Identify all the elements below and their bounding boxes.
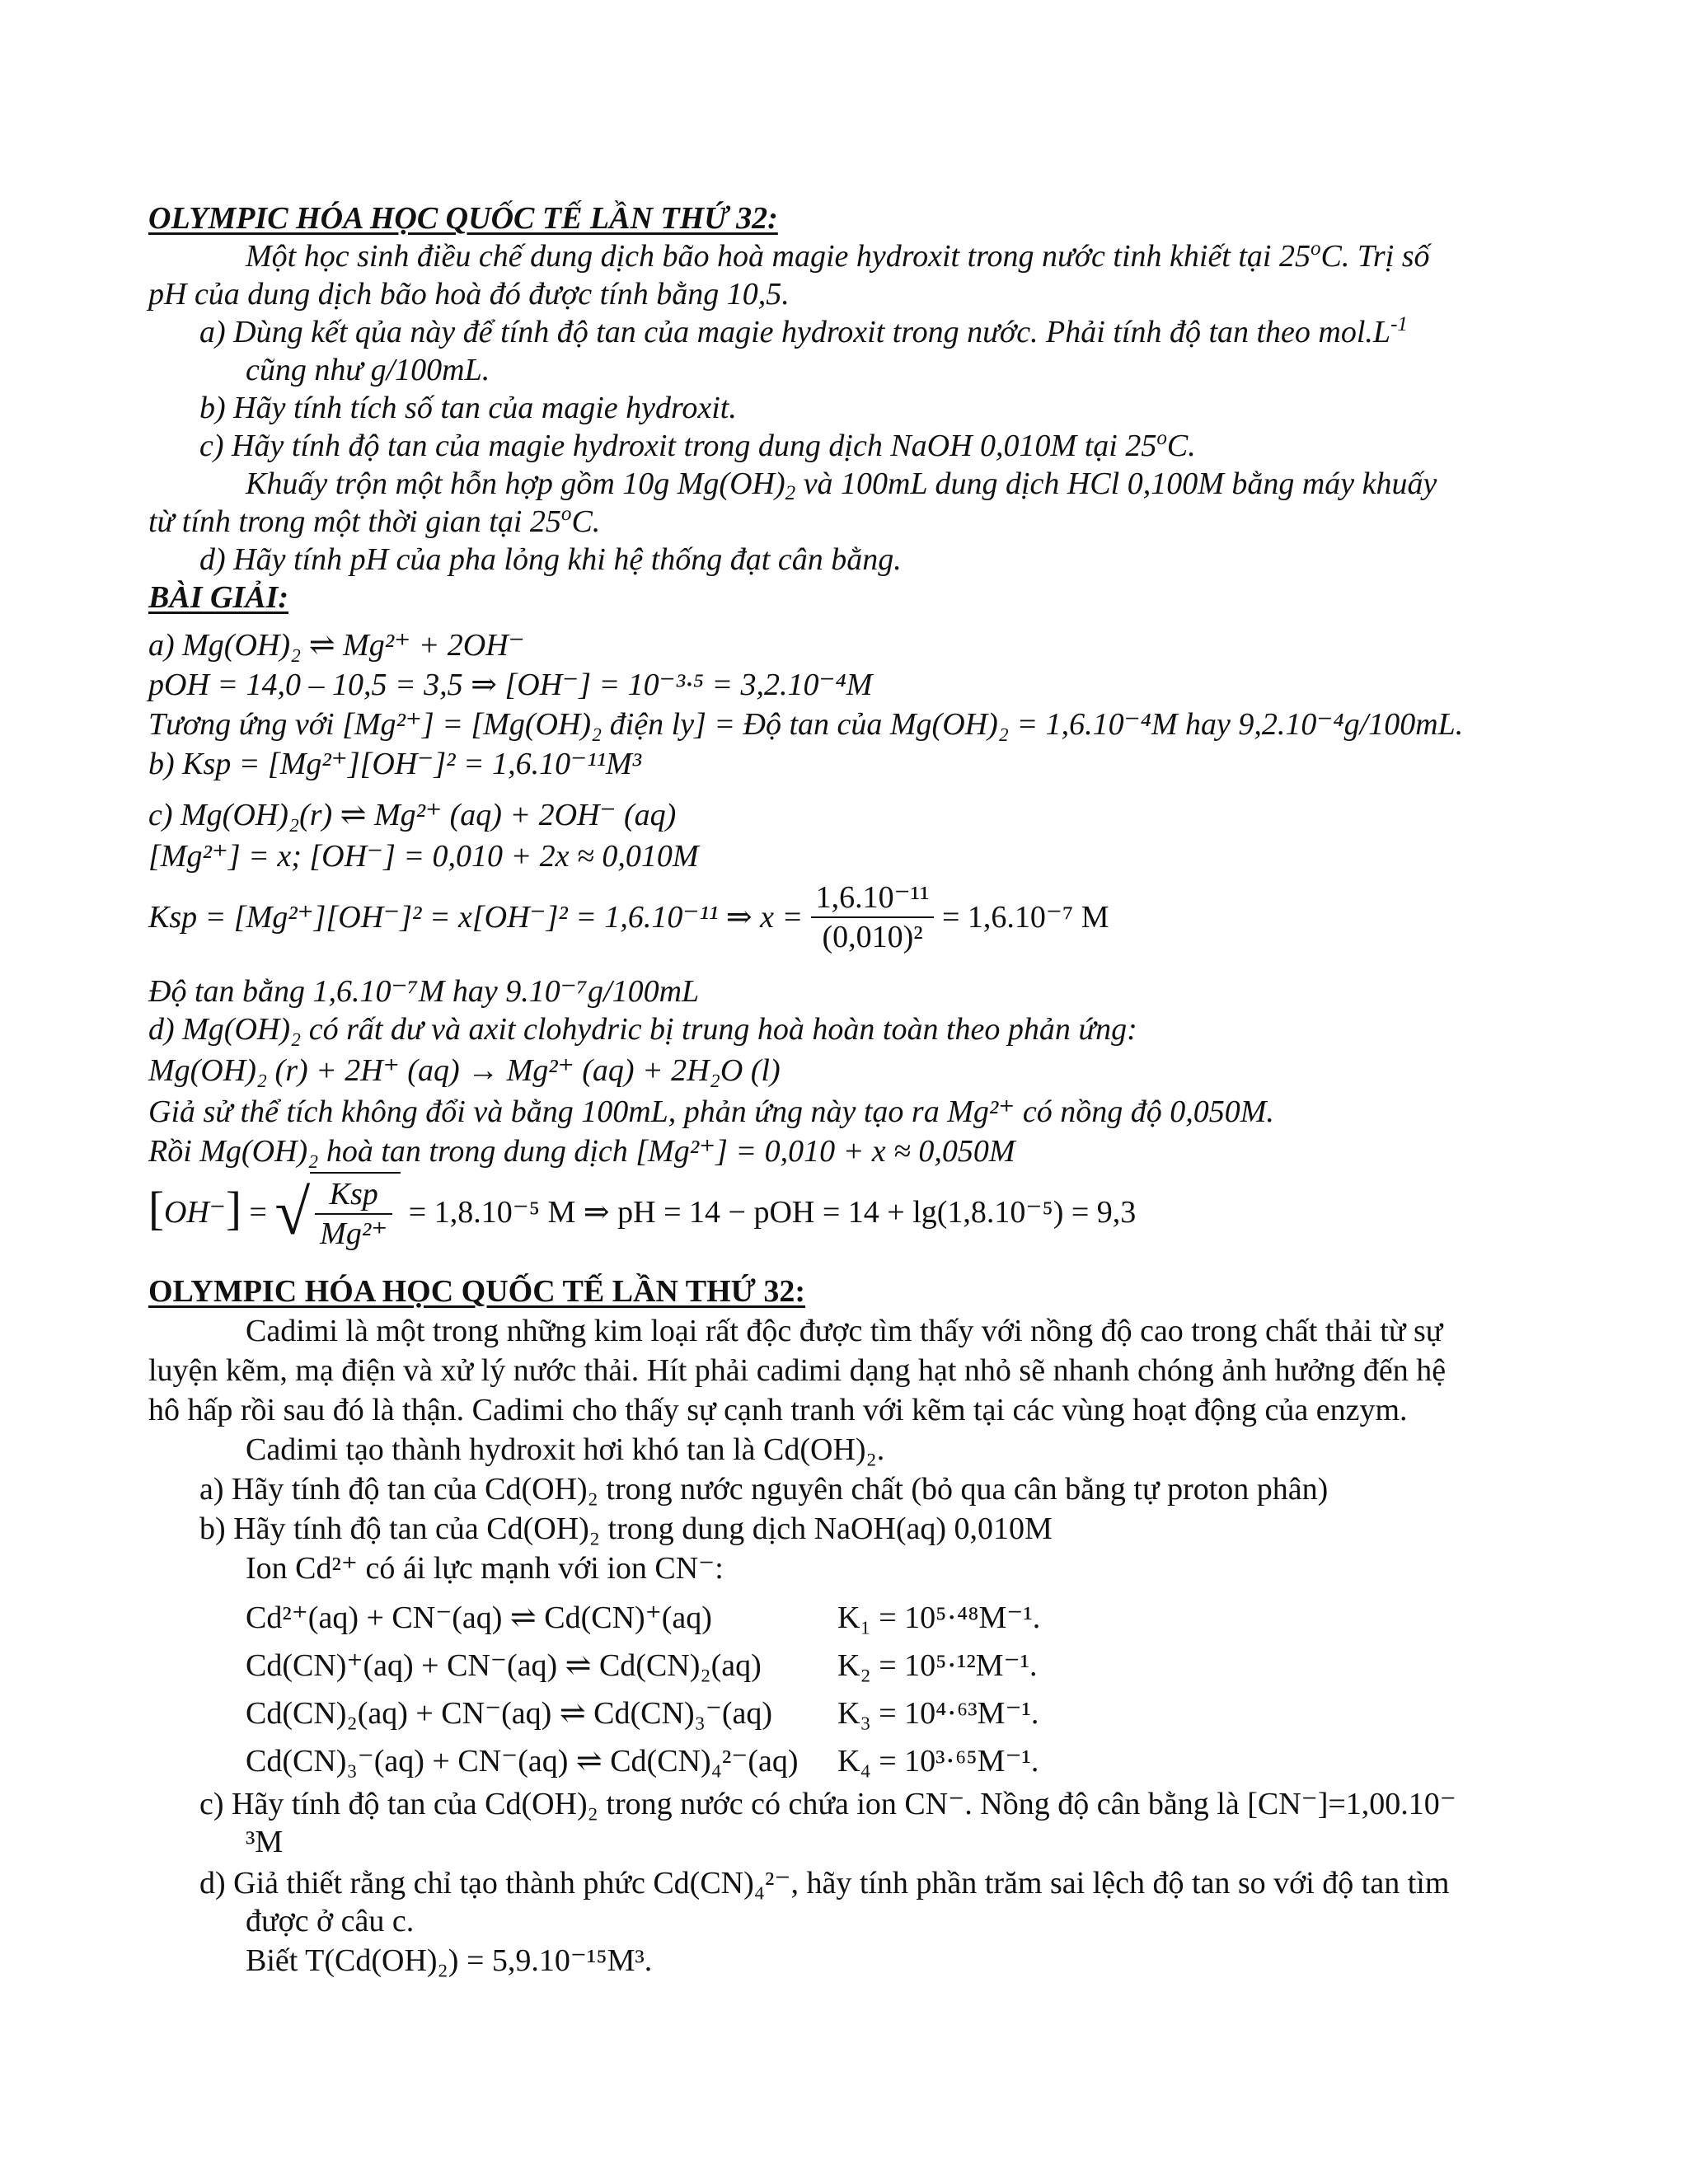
problem1-intro-line1: Một học sinh điều chế dung dịch bão hoà magie hydroxit trong nước tinh khiết tại 25$^o$C. Trị số [246, 237, 1430, 274]
problem1-question-a-cont: cũng như g/100mL. [246, 353, 490, 387]
problem2-given-solubility-product: Biết T(Cd(OH)₂) = 5,9.10⁻¹⁵M³. [246, 1943, 653, 1978]
problem2-question-d-cont: được ở câu c. [246, 1904, 415, 1938]
equilibrium-1: Cd²⁺(aq) + CN⁻(aq) ⇌ Cd(CN)⁺(aq) [246, 1601, 712, 1635]
solution-c-concentrations: [Mg²⁺] = x; [OH⁻] = 0,010 + 2x ≈ 0,010M [148, 839, 699, 874]
problem1-mix-line2: từ tính trong một thời gian tại 25$^o$C. [148, 503, 601, 539]
problem2-intro-line1: Cadimi là một trong những kim loại rất độc được tìm thấy với nồng độ cao trong chất thải từ sự [246, 1314, 1443, 1348]
solution-a-poh: pOH = 14,0 – 10,5 = 3,5 ⇒ [OH⁻] = 10⁻³·⁵ = 3,2.10⁻⁴M [148, 668, 873, 702]
solution-d-dissolution: Rồi Mg(OH)₂ hoà tan trong dung dịch [Mg²⁺] = 0,010 + x ≈ 0,050M [148, 1134, 1015, 1169]
solution-d-ph-calculation: [OH⁻] = √ $\frac{\text{Ksp}}{\text{Mg²⁺}}$ = 1,8.10⁻⁵ M ⇒ pH = 14 − pOH = 14 + lg(1,8.10⁻⁵) = 9,3 [148, 1172, 1136, 1253]
constant-k3: K₃ = 10⁴·⁶³M⁻¹. [837, 1696, 1039, 1731]
problem2-intro-line3: hô hấp rồi sau đó là thận. Cadimi cho thấy sự cạnh tranh với kẽm tại các vùng hoạt động của enzym. [148, 1393, 1408, 1427]
solution-d-assumption: Giả sử thể tích không đổi và bằng 100mL, phản ứng này tạo ra Mg²⁺ có nồng độ 0,050M. [148, 1094, 1274, 1129]
problem1-mix-line1: Khuấy trộn một hỗn hợp gồm 10g $Mg(OH)_2$ và 100mL dung dịch HCl 0,100M bằng máy khuấy [246, 466, 1437, 505]
section2-title: OLYMPIC HÓA HỌC QUỐC TẾ LẦN THỨ 32: [148, 1274, 806, 1309]
section1-title: OLYMPIC HÓA HỌC QUỐC TẾ LẦN THỨ 32: [148, 201, 778, 236]
solution-a-equation: a) Mg(OH)₂ ⇌ Mg²⁺ + 2OH⁻ [148, 628, 525, 663]
solution-c-ksp-calculation: Ksp = [Mg²⁺][OH⁻]² = x[OH⁻]² = 1,6.10⁻¹¹ ⇒ x = $\frac{\text{1,6.10⁻¹¹}}{\text{(0,010)²}}$ = 1,6.10⁻⁷ M [148, 880, 1109, 954]
problem1-question-d: d) Hãy tính pH của pha lỏng khi hệ thống đạt cân bằng. [199, 542, 902, 577]
solution-b-ksp: b) Ksp = [Mg²⁺][OH⁻]² = 1,6.10⁻¹¹M³ [148, 747, 642, 781]
equilibrium-4: Cd(CN)₃⁻(aq) + CN⁻(aq) ⇌ Cd(CN)₄²⁻(aq) [246, 1744, 799, 1779]
problem2-question-c-cont: ³M [246, 1825, 284, 1859]
equilibrium-2: Cd(CN)⁺(aq) + CN⁻(aq) ⇌ Cd(CN)₂(aq) [246, 1648, 762, 1683]
solution-title: BÀI GIẢI: [148, 580, 288, 615]
solution-a-result: Tương ứng với [Mg²⁺] = [Mg(OH)₂ điện ly] = Độ tan của Mg(OH)₂ = 1,6.10⁻⁴M hay 9,2.10⁻⁴g/100mL. [148, 707, 1464, 742]
problem2-intro-line2: luyện kẽm, mạ điện và xử lý nước thải. Hít phải cadimi dạng hạt nhỏ sẽ nhanh chóng ảnh hưởng đến hệ [148, 1353, 1447, 1388]
problem2-ion-affinity: Ion Cd²⁺ có ái lực mạnh với ion CN⁻: [246, 1551, 724, 1586]
problem2-question-b: b) Hãy tính độ tan của Cd(OH)₂ trong dung dịch NaOH(aq) 0,010M [199, 1511, 1053, 1546]
problem1-intro-line2: pH của dung dịch bão hoà đó được tính bằng 10,5. [148, 277, 790, 312]
solution-c-equation: c) Mg(OH)₂(r) ⇌ Mg²⁺ (aq) + 2OH⁻ (aq) [148, 798, 677, 832]
equilibrium-3: Cd(CN)₂(aq) + CN⁻(aq) ⇌ Cd(CN)₃⁻(aq) [246, 1696, 773, 1731]
sqrt-expression: √ $\frac{\text{Ksp}}{\text{Mg²⁺}}$ [274, 1172, 401, 1253]
constant-k4: K₄ = 10³·⁶⁵M⁻¹. [837, 1744, 1039, 1779]
problem1-question-a: a) Dùng kết qủa này để tính độ tan của magie hydroxit trong nước. Phải tính độ tan theo $mol.L^{-1}$ [199, 313, 1408, 349]
constant-k1: K₁ = 10⁵·⁴⁸M⁻¹. [837, 1601, 1041, 1635]
problem2-intro-line4: Cadimi tạo thành hydroxit hơi khó tan là Cd(OH)₂. [246, 1432, 885, 1467]
problem2-question-c: c) Hãy tính độ tan của Cd(OH)₂ trong nước có chứa ion CN⁻. Nồng độ cân bằng là [CN⁻]=1,00.10⁻ [199, 1787, 1456, 1821]
solution-c-result: Độ tan bằng 1,6.10⁻⁷M hay 9.10⁻⁷g/100mL [148, 974, 700, 1009]
problem2-question-d: d) Giả thiết rằng chỉ tạo thành phức Cd(CN)₄²⁻, hãy tính phần trăm sai lệch độ tan so với độ tan tìm [199, 1866, 1450, 1900]
solution-c-fraction: $\frac{\text{1,6.10⁻¹¹}}{\text{(0,010)²}}$ [811, 879, 935, 956]
problem1-question-c: c) Hãy tính độ tan của magie hydroxit trong dung dịch NaOH 0,010M tại 25$^o$C. [199, 427, 1196, 463]
problem2-question-a: a) Hãy tính độ tan của Cd(OH)₂ trong nước nguyên chất (bỏ qua cân bằng tự proton phân) [199, 1472, 1329, 1507]
problem1-question-b: b) Hãy tính tích số tan của magie hydroxit. [199, 391, 737, 425]
solution-d-intro: d) Mg(OH)₂ có rất dư và axit clohydric bị trung hoà hoàn toàn theo phản ứng: [148, 1012, 1137, 1047]
solution-d-reaction: Mg(OH)₂ (r) + 2H⁺ (aq) → Mg²⁺ (aq) + 2H₂O (l) [148, 1053, 781, 1088]
constant-k2: K₂ = 10⁵·¹²M⁻¹. [837, 1648, 1038, 1683]
